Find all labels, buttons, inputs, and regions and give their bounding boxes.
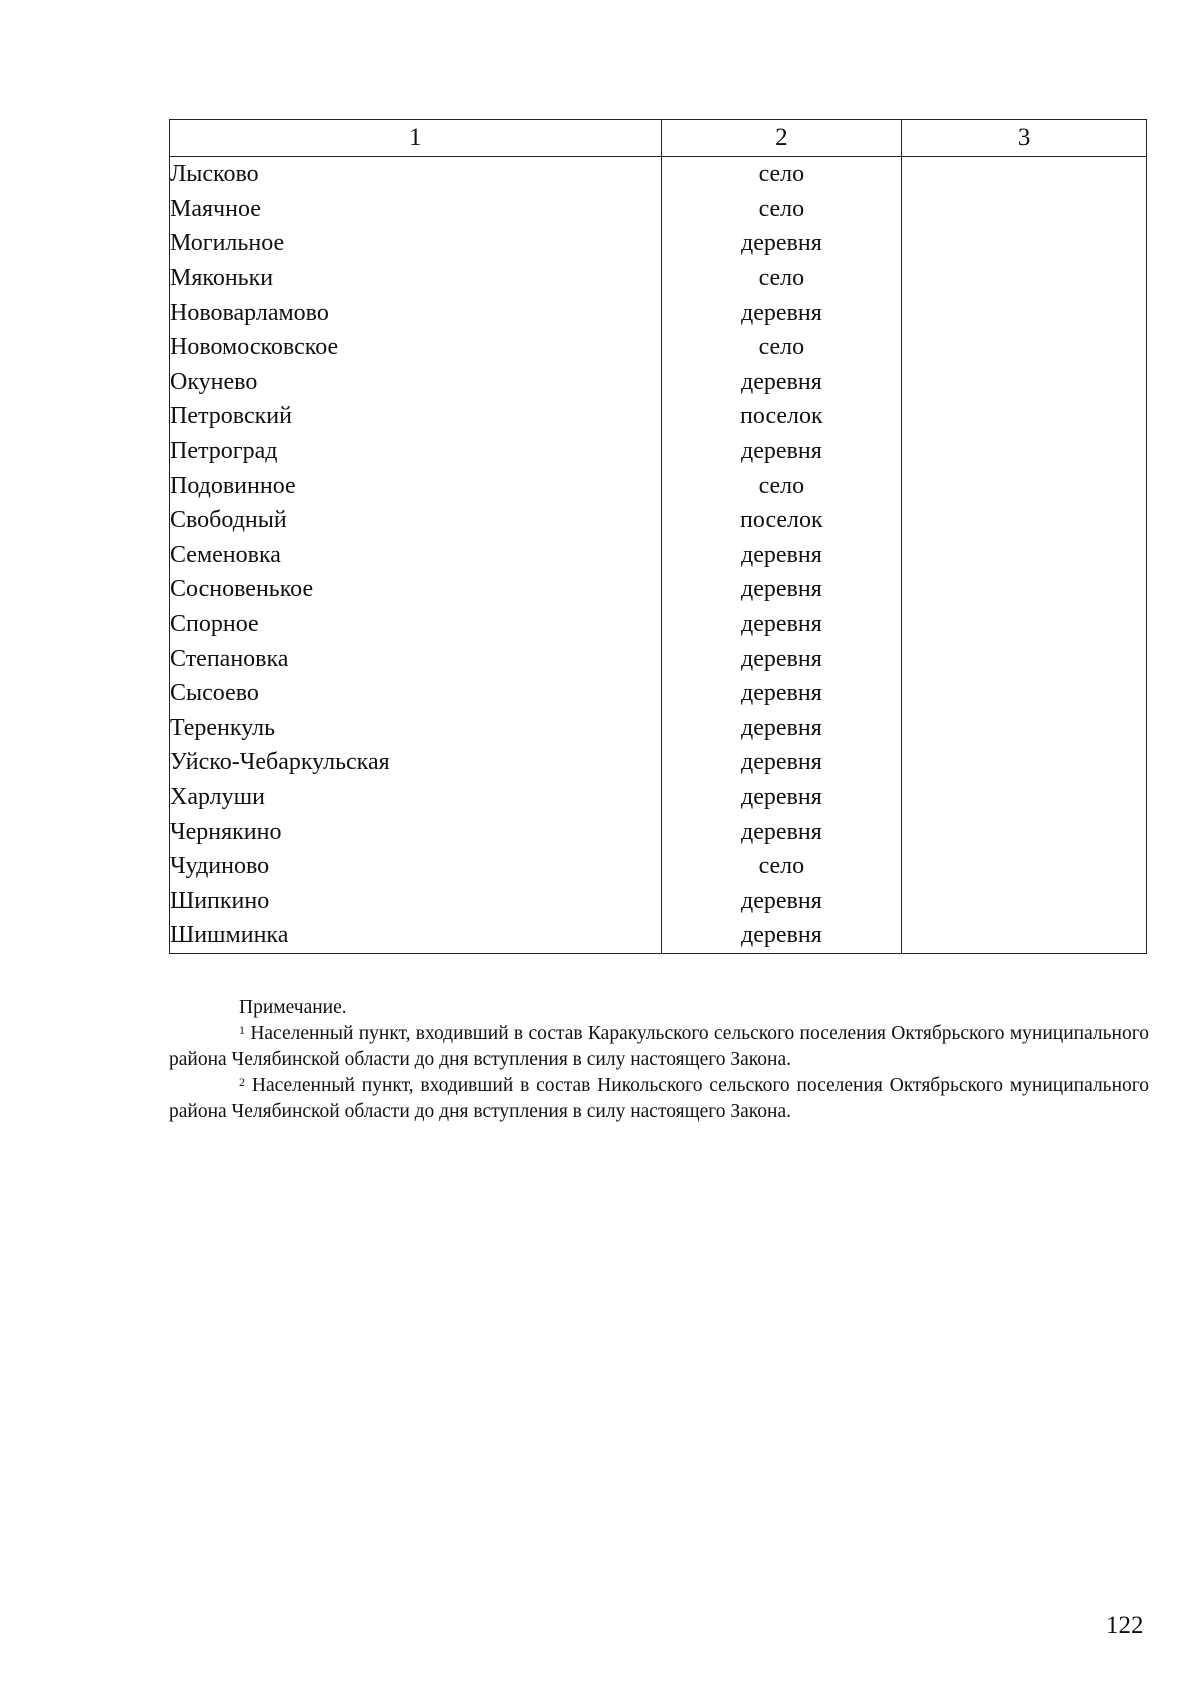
- note-text: Населенный пункт, входивший в состав Никольского сельского поселения Октябрьского муниципального района Челябинской области до дня вступления в силу настоящего Закона.: [169, 1075, 1150, 1122]
- empty-cell: [902, 503, 1147, 538]
- settlement-type: деревня: [661, 641, 902, 676]
- empty-cell: [902, 261, 1147, 296]
- settlement-name: Новомосковское: [170, 330, 662, 365]
- table-row: [170, 330, 1147, 365]
- column-header-3: 3: [902, 120, 1147, 157]
- table-row: [170, 711, 1147, 746]
- empty-cell: [902, 192, 1147, 227]
- empty-cell: [902, 434, 1147, 469]
- settlement-name: Сосновенькое: [170, 572, 662, 607]
- empty-cell: [902, 295, 1147, 330]
- table-body: [170, 157, 1147, 954]
- empty-cell: [902, 814, 1147, 849]
- settlement-type: деревня: [661, 918, 902, 953]
- empty-cell: [902, 780, 1147, 815]
- table-row: [170, 849, 1147, 884]
- page-number: 122: [1106, 1612, 1144, 1639]
- settlement-name: Сысоево: [170, 676, 662, 711]
- table-row: [170, 157, 1147, 192]
- table-row: [170, 883, 1147, 918]
- settlements-table: [169, 119, 1147, 954]
- settlement-type: деревня: [661, 538, 902, 573]
- settlement-name: Свободный: [170, 503, 662, 538]
- note-text: Населенный пункт, входивший в состав Каракульского сельского поселения Октябрьского муниципального района Челябинской области до дня вступления в силу настоящего Закона.: [169, 1023, 1150, 1070]
- settlement-type: деревня: [661, 745, 902, 780]
- settlement-name: Харлуши: [170, 780, 662, 815]
- table-row: [170, 295, 1147, 330]
- settlement-name: Семеновка: [170, 538, 662, 573]
- settlement-type: село: [661, 849, 902, 884]
- table-row: [170, 780, 1147, 815]
- settlement-name: Уйско-Чебаркульская: [170, 745, 662, 780]
- table-row: [170, 365, 1147, 400]
- empty-cell: [902, 883, 1147, 918]
- empty-cell: [902, 918, 1147, 953]
- settlement-name: Степановка: [170, 641, 662, 676]
- settlement-type: деревня: [661, 676, 902, 711]
- table-row: [170, 226, 1147, 261]
- settlement-name: Окунево: [170, 365, 662, 400]
- empty-cell: [902, 157, 1147, 192]
- empty-cell: [902, 711, 1147, 746]
- column-header-2: 2: [661, 120, 902, 157]
- note-item-2: [169, 1073, 1149, 1125]
- settlement-name: Подовинное: [170, 468, 662, 503]
- table-row: [170, 745, 1147, 780]
- settlement-type: деревня: [661, 780, 902, 815]
- table-row: [170, 676, 1147, 711]
- settlement-type: село: [661, 330, 902, 365]
- table-row: [170, 399, 1147, 434]
- table-row: [170, 192, 1147, 227]
- settlement-type: село: [661, 261, 902, 296]
- settlement-type: деревня: [661, 607, 902, 642]
- settlement-type: поселок: [661, 503, 902, 538]
- settlement-type: деревня: [661, 226, 902, 261]
- settlement-type: село: [661, 157, 902, 192]
- notes-section: [169, 995, 1149, 1125]
- settlement-name: Петроград: [170, 434, 662, 469]
- empty-cell: [902, 399, 1147, 434]
- table-row: [170, 918, 1147, 953]
- note-item-1: [169, 1021, 1149, 1073]
- settlement-name: Шипкино: [170, 883, 662, 918]
- settlement-name: Могильное: [170, 226, 662, 261]
- settlement-name: Чудиново: [170, 849, 662, 884]
- table-row: [170, 607, 1147, 642]
- settlement-type: деревня: [661, 883, 902, 918]
- settlement-type: деревня: [661, 814, 902, 849]
- empty-cell: [902, 572, 1147, 607]
- empty-cell: [902, 849, 1147, 884]
- settlement-name: Петровский: [170, 399, 662, 434]
- column-header-1: 1: [170, 120, 662, 157]
- settlement-type: село: [661, 468, 902, 503]
- empty-cell: [902, 330, 1147, 365]
- table-header-row: [170, 120, 1147, 157]
- settlement-type: село: [661, 192, 902, 227]
- empty-cell: [902, 607, 1147, 642]
- settlement-name: Мяконьки: [170, 261, 662, 296]
- empty-cell: [902, 745, 1147, 780]
- settlement-type: деревня: [661, 572, 902, 607]
- footnote-marker: 1: [239, 1023, 245, 1037]
- footnote-marker: 2: [239, 1075, 245, 1089]
- settlement-name: Чернякино: [170, 814, 662, 849]
- settlement-name: Маячное: [170, 192, 662, 227]
- empty-cell: [902, 365, 1147, 400]
- table-row: [170, 468, 1147, 503]
- settlement-type: деревня: [661, 365, 902, 400]
- table-row: [170, 261, 1147, 296]
- empty-cell: [902, 226, 1147, 261]
- settlement-type: деревня: [661, 711, 902, 746]
- table-row: [170, 538, 1147, 573]
- empty-cell: [902, 468, 1147, 503]
- table-row: [170, 572, 1147, 607]
- settlement-name: Теренкуль: [170, 711, 662, 746]
- table-row: [170, 641, 1147, 676]
- settlement-name: Нововарламово: [170, 295, 662, 330]
- empty-cell: [902, 538, 1147, 573]
- settlement-name: Лысково: [170, 157, 662, 192]
- settlement-name: Шишминка: [170, 918, 662, 953]
- table-row: [170, 814, 1147, 849]
- settlement-type: деревня: [661, 434, 902, 469]
- notes-title: Примечание.: [239, 997, 347, 1018]
- table-row: [170, 434, 1147, 469]
- empty-cell: [902, 676, 1147, 711]
- table-row: [170, 503, 1147, 538]
- settlement-type: деревня: [661, 295, 902, 330]
- settlement-type: поселок: [661, 399, 902, 434]
- settlement-name: Спорное: [170, 607, 662, 642]
- empty-cell: [902, 641, 1147, 676]
